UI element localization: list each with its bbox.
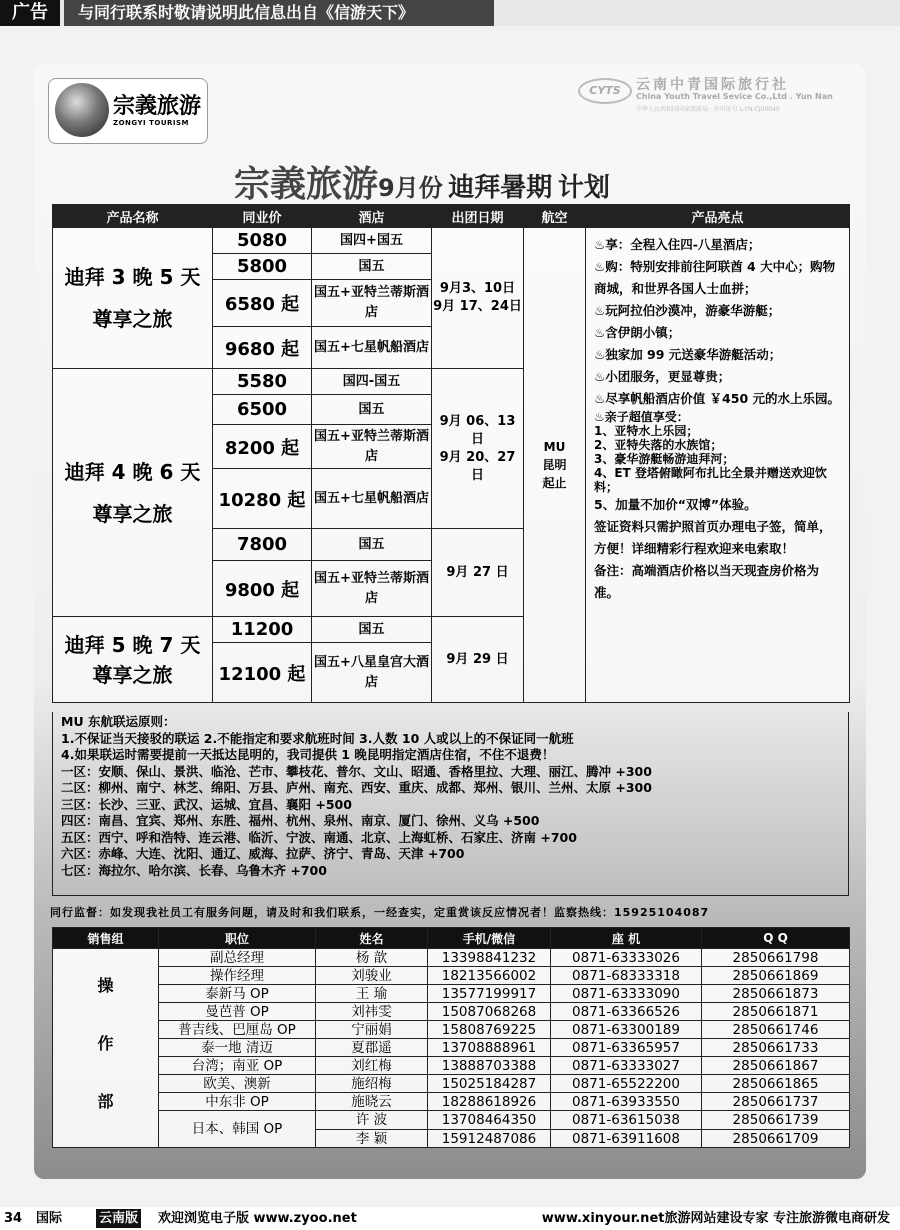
mobile-cell: 13708464350 bbox=[428, 1111, 551, 1130]
hotel-cell: 国五 bbox=[312, 529, 432, 561]
agency-logo-icon: CYTS bbox=[578, 78, 632, 104]
product-name: 迪拜 3 晚 5 天 尊享之旅 bbox=[53, 228, 213, 369]
title-plan: 计划 bbox=[557, 173, 610, 203]
qq-cell: 2850661867 bbox=[702, 1057, 850, 1075]
mobile-cell: 15808769225 bbox=[428, 1021, 551, 1039]
kid-item: 1、亚特水上乐园； bbox=[594, 424, 699, 438]
mobile-cell: 13708888961 bbox=[428, 1039, 551, 1057]
mobile-cell: 13577199917 bbox=[428, 985, 551, 1003]
position-cell: 日本、韩国 OP bbox=[159, 1111, 316, 1148]
airline-cell: MU 昆明 起止 bbox=[524, 228, 586, 703]
highlights-cell bbox=[586, 228, 850, 703]
name-cell: 杨 歆 bbox=[316, 949, 428, 967]
price-cell: 9800 起 bbox=[213, 561, 312, 617]
hotel-cell: 国四+国五 bbox=[312, 228, 432, 254]
transfer-rules bbox=[52, 712, 849, 896]
highlight-item: ♨独家加 99 元送豪华游艇活动； bbox=[594, 347, 782, 362]
table-row bbox=[53, 1075, 850, 1093]
zone-line: 七区：海拉尔、哈尔滨、长春、乌鲁木齐 +700 bbox=[61, 862, 327, 878]
ad-label: 广告 bbox=[0, 0, 60, 26]
kid-item: 3、豪华游艇畅游迪拜河； bbox=[594, 452, 735, 466]
source-notice: 与同行联系时敬请说明此信息出自《信游天下》 bbox=[64, 0, 494, 26]
contacts-header bbox=[53, 928, 850, 949]
table-row bbox=[53, 1093, 850, 1111]
landline-cell: 0871-68333318 bbox=[551, 967, 702, 985]
position-cell: 副总经理 bbox=[159, 949, 316, 967]
footer-right-link[interactable]: www.xinyour.net旅游网站建设专家 专注旅游微电商研发 bbox=[541, 1211, 890, 1226]
name-cell: 刘祎雯 bbox=[316, 1003, 428, 1021]
date-cell: 9月 29 日 bbox=[432, 617, 524, 703]
hotel-cell: 国五+七星帆船酒店 bbox=[312, 469, 432, 529]
highlight-item: ♨享：全程入住四-八星酒店； bbox=[594, 237, 761, 252]
landline-cell: 0871-63366526 bbox=[551, 1003, 702, 1021]
highlight-item: ♨玩阿拉伯沙漠冲，游豪华游艇； bbox=[594, 303, 781, 318]
qq-cell: 2850661869 bbox=[702, 967, 850, 985]
landline-cell: 0871-63333090 bbox=[551, 985, 702, 1003]
hotel-cell: 国五+八星皇宫大酒店 bbox=[312, 643, 432, 703]
position-cell: 台湾；南亚 OP bbox=[159, 1057, 316, 1075]
footprint-logo-icon bbox=[55, 83, 109, 137]
position-cell: 泰一地 清迈 bbox=[159, 1039, 316, 1057]
zone-line: 四区：南昌、宜宾、郑州、东胜、福州、杭州、泉州、南京、厦门、徐州、义乌 +500 bbox=[61, 813, 540, 828]
zone-line: 三区：长沙、三亚、武汉、运城、宜昌、襄阳 +500 bbox=[61, 796, 352, 812]
mobile-cell: 13888703388 bbox=[428, 1057, 551, 1075]
hotel-cell: 国五+亚特兰蒂斯酒店 bbox=[312, 280, 432, 327]
landline-cell: 0871-63911608 bbox=[551, 1130, 702, 1148]
header-airline: 航空 bbox=[524, 205, 586, 228]
header-date: 出团日期 bbox=[432, 205, 524, 228]
hotel-cell: 国五+亚特兰蒂斯酒店 bbox=[312, 425, 432, 469]
table-row bbox=[53, 1057, 850, 1075]
qq-cell: 2850661739 bbox=[702, 1111, 850, 1130]
hotel-cell: 国四-国五 bbox=[312, 369, 432, 395]
qq-cell: 2850661865 bbox=[702, 1075, 850, 1093]
page-title bbox=[234, 156, 610, 207]
header-hotel: 酒店 bbox=[312, 205, 432, 228]
mobile-cell: 18213566002 bbox=[428, 967, 551, 985]
header-product: 产品名称 bbox=[53, 205, 213, 228]
table-row bbox=[53, 985, 850, 1003]
price-cell: 5080 bbox=[213, 228, 312, 254]
price-cell: 12100 起 bbox=[213, 643, 312, 703]
name-cell: 许 波 bbox=[316, 1111, 428, 1130]
table-row bbox=[53, 1003, 850, 1021]
agency-license: 中华人民共和国国家旅游局 · 许可证号 L-YN-CJ00040 bbox=[636, 106, 780, 113]
mobile-cell: 13398841232 bbox=[428, 949, 551, 967]
qq-cell: 2850661709 bbox=[702, 1130, 850, 1148]
header-name: 姓名 bbox=[316, 928, 428, 949]
hotel-cell: 国五 bbox=[312, 254, 432, 280]
zone-line: 二区：柳州、南宁、林芝、绵阳、万县、庐州、南充、西安、重庆、成都、郑州、银川、兰州、太原 +300 bbox=[61, 780, 652, 795]
mobile-cell: 18288618926 bbox=[428, 1093, 551, 1111]
price-cell: 6580 起 bbox=[213, 280, 312, 327]
highlight-item: ♨尽享帆船酒店价值 ￥450 元的水上乐园。 bbox=[594, 391, 841, 406]
highlight-item: ♨购：特别安排前往阿联酋 4 大中心；购物商城，和世界各国人士血拼； bbox=[594, 259, 836, 296]
title-month: 9月份 bbox=[378, 174, 443, 202]
date-cell: 9月 27 日 bbox=[432, 529, 524, 617]
position-cell: 欧美、澳新 bbox=[159, 1075, 316, 1093]
product-name: 迪拜 5 晚 7 天 尊享之旅 bbox=[53, 617, 213, 703]
title-brand: 宗義旅游 bbox=[234, 164, 379, 205]
header-price: 同业价 bbox=[213, 205, 312, 228]
remark-note: 备注：高端酒店价格以当天现查房价格为准。 bbox=[594, 563, 820, 600]
table-row bbox=[53, 228, 850, 254]
name-cell: 刘骏业 bbox=[316, 967, 428, 985]
landline-cell: 0871-63333026 bbox=[551, 949, 702, 967]
qq-cell: 2850661746 bbox=[702, 1021, 850, 1039]
zone-line: 五区：西宁、呼和浩特、连云港、临沂、宁波、南通、北京、上海虹桥、石家庄、济南 +700 bbox=[61, 829, 577, 845]
table-header bbox=[53, 205, 850, 228]
agency-name-en: China Youth Travel Sevice Co.,Ltd . Yun Nan bbox=[636, 92, 833, 101]
qq-cell: 2850661798 bbox=[702, 949, 850, 967]
landline-cell: 0871-63300189 bbox=[551, 1021, 702, 1039]
name-cell: 夏郡遥 bbox=[316, 1039, 428, 1057]
date-cell: 9月3、10日 9月 17、24日 bbox=[432, 228, 524, 369]
zone-line: 六区：赤峰、大连、沈阳、通辽、威海、拉萨、济宁、青岛、天津 +700 bbox=[61, 846, 465, 861]
dept-cell: 操 作 部 bbox=[53, 949, 159, 1148]
footer-left-link[interactable]: 欢迎浏览电子版 www.zyoo.net bbox=[158, 1211, 357, 1226]
agency-name-cn: 云南中青国际旅行社 bbox=[636, 77, 789, 93]
rules-line: 1.不保证当天接驳的联运 2.不能指定和要求航班时间 3.人数 10 人或以上的不保证同一航班 bbox=[61, 730, 574, 746]
page-footer bbox=[0, 1207, 900, 1230]
position-cell: 中东非 OP bbox=[159, 1093, 316, 1111]
section-label: 国际 bbox=[36, 1211, 63, 1226]
zone-line: 一区：安顺、保山、景洪、临沧、芒市、攀枝花、普尔、文山、昭通、香格里拉、大理、丽江、腾冲 +300 bbox=[61, 763, 652, 779]
price-cell: 5800 bbox=[213, 254, 312, 280]
qq-cell: 2850661733 bbox=[702, 1039, 850, 1057]
name-cell: 施绍梅 bbox=[316, 1075, 428, 1093]
price-cell: 6500 bbox=[213, 395, 312, 425]
landline-cell: 0871-63615038 bbox=[551, 1111, 702, 1130]
hotel-cell: 国五+七星帆船酒店 bbox=[312, 327, 432, 369]
price-cell: 5580 bbox=[213, 369, 312, 395]
mobile-cell: 15025184287 bbox=[428, 1075, 551, 1093]
edition-label: 云南版 bbox=[96, 1209, 141, 1228]
hotel-cell: 国五 bbox=[312, 617, 432, 643]
product-name: 迪拜 4 晚 6 天 尊享之旅 bbox=[53, 369, 213, 617]
name-cell: 施晓云 bbox=[316, 1093, 428, 1111]
qq-cell: 2850661873 bbox=[702, 985, 850, 1003]
kid-title: ♨亲子超值享受： bbox=[594, 410, 689, 424]
price-cell: 11200 bbox=[213, 617, 312, 643]
qq-cell: 2850661737 bbox=[702, 1093, 850, 1111]
page-number: 34 bbox=[4, 1211, 23, 1226]
qq-cell: 2850661871 bbox=[702, 1003, 850, 1021]
rules-line: 4.如果联运时需要提前一天抵达昆明的，我司提供 1 晚昆明指定酒店住宿，不住不退费！ bbox=[61, 747, 555, 762]
price-cell: 9680 起 bbox=[213, 327, 312, 369]
header-landline: 座 机 bbox=[551, 928, 702, 949]
visa-note: 签证资料只需护照首页办理电子签，简单，方便！详细精彩行程欢迎来电索取！ bbox=[594, 519, 832, 556]
name-cell: 宁丽娟 bbox=[316, 1021, 428, 1039]
header-group: 销售组 bbox=[53, 928, 159, 949]
supervision-hotline: 同行监督：如发现我社员工有服务问题，请及时和我们联系，一经查实，定重赏该反应情况者！监察热线：15925104087 bbox=[50, 906, 710, 919]
header-qq: Q Q bbox=[702, 928, 850, 949]
title-dest: 迪拜暑期 bbox=[448, 173, 553, 203]
landline-cell: 0871-63365957 bbox=[551, 1039, 702, 1057]
brand-logo bbox=[48, 78, 208, 144]
hotel-cell: 国五 bbox=[312, 395, 432, 425]
landline-cell: 0871-63333027 bbox=[551, 1057, 702, 1075]
logo-en-text: ZONGYI TOURISM bbox=[113, 119, 189, 127]
hotel-cell: 国五+亚特兰蒂斯酒店 bbox=[312, 561, 432, 617]
name-cell: 王 瑜 bbox=[316, 985, 428, 1003]
name-cell: 李 颖 bbox=[316, 1130, 428, 1148]
header-highlights: 产品亮点 bbox=[586, 205, 850, 228]
highlight-item: 5、加量不加价“双博”体验。 bbox=[594, 497, 757, 512]
logo-cn-text: 宗義旅游 bbox=[113, 94, 202, 119]
table-row bbox=[53, 967, 850, 985]
header-mobile: 手机/微信 bbox=[428, 928, 551, 949]
position-cell: 曼芭普 OP bbox=[159, 1003, 316, 1021]
mobile-cell: 15912487086 bbox=[428, 1130, 551, 1148]
price-cell: 7800 bbox=[213, 529, 312, 561]
highlight-item: ♨小团服务，更显尊贵； bbox=[594, 369, 731, 384]
kid-item: 2、亚特失落的水族馆； bbox=[594, 438, 723, 452]
product-table bbox=[52, 204, 850, 703]
landline-cell: 0871-65522200 bbox=[551, 1075, 702, 1093]
position-cell: 操作经理 bbox=[159, 967, 316, 985]
header-position: 职位 bbox=[159, 928, 316, 949]
name-cell: 刘红梅 bbox=[316, 1057, 428, 1075]
date-cell: 9月 06、13 日 9月 20、27 日 bbox=[432, 369, 524, 529]
table-row bbox=[53, 949, 850, 967]
price-cell: 8200 起 bbox=[213, 425, 312, 469]
position-cell: 普吉线、巴厘岛 OP bbox=[159, 1021, 316, 1039]
landline-cell: 0871-63933550 bbox=[551, 1093, 702, 1111]
table-row bbox=[53, 1039, 850, 1057]
contacts-table bbox=[52, 927, 850, 1148]
price-cell: 10280 起 bbox=[213, 469, 312, 529]
highlight-item: ♨含伊朗小镇； bbox=[594, 325, 681, 340]
kid-item: 4、ET 登塔俯瞰阿布扎比全景并赠送欢迎饮料； bbox=[594, 466, 827, 494]
table-row bbox=[53, 1021, 850, 1039]
rules-title: MU 东航联运原则： bbox=[61, 714, 176, 729]
mobile-cell: 15087068268 bbox=[428, 1003, 551, 1021]
top-banner bbox=[0, 0, 900, 26]
position-cell: 泰新马 OP bbox=[159, 985, 316, 1003]
table-row bbox=[53, 1111, 850, 1130]
